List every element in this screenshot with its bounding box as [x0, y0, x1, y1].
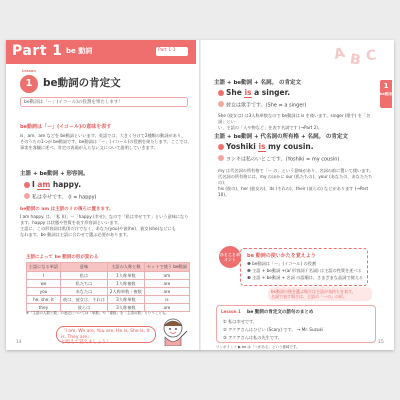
body-line: 主語に、この形容詞は私(I)だけでなく、あなた(you)や彼(he)、彼女(she)などにも: [20, 226, 176, 231]
point-list: [247, 260, 365, 281]
answer-marker-icon: [218, 155, 224, 161]
table-row: he, she, it 彼は、彼女は、それは 3人称単数 is: [27, 296, 190, 304]
question-marker-icon: [24, 182, 30, 188]
note-line: his (彼の)、her (彼女の)、its (それの)、their (彼らの) などがあります (→Part 10)。: [218, 186, 369, 197]
example1-japanese: 私は幸せです。 (I = happy): [24, 193, 96, 201]
lesson-goal-box: [20, 97, 188, 107]
lesson-goal-text: be動詞は「ー」(イコール)の役割を果たします！: [24, 100, 123, 105]
table-row: I 私は 1人称単数 am: [27, 272, 190, 280]
hint-bubble: [268, 287, 372, 301]
intro-paragraph: [20, 133, 192, 151]
body-line: ます。happy は状態や性質を表す形容詞といいます。: [20, 220, 122, 225]
point-item: ❶ be動詞は「ー」(イコール) の役割: [247, 261, 317, 266]
highlighted-verb: is: [244, 88, 252, 97]
table-header-row: [27, 263, 190, 272]
example1-english: I am happy.: [24, 180, 81, 189]
table-header: 主語になる単語: [27, 263, 61, 272]
example2-japanese: 彼女は歌手です。(She = a singer): [218, 101, 306, 109]
intro-line: 事実を客観に述べ、肯定の表現が入らない文について説明していきます。: [20, 145, 158, 150]
mascot-illustration: [156, 316, 190, 346]
exercise-item: ② アクアさんはひどい (Scary) です。 → Mr. Suzuki: [223, 327, 324, 332]
table-note: ※「主語の人数と数」の表記については「単数」や「複数」を「主語の数」ということも。: [26, 311, 169, 315]
exercise-item: ① 私は幸せです。: [223, 319, 258, 324]
bubble-line: 「I am, We are, You are, He is, She is, It is, They are」: [61, 329, 150, 340]
lesson-number-badge: [20, 69, 38, 93]
point-box: [240, 248, 368, 286]
lesson-title: be動詞の肯定文: [43, 77, 121, 89]
sub-red-heading: be動詞の am は主語の I の後ろに置きます。: [20, 207, 114, 212]
note-line: my は代名詞の所有格で「ー の」という意味があり、名詞の前に置いて使います。: [218, 168, 374, 173]
body-paragraph: [20, 214, 192, 238]
note-line: い、主語の「人や物など」を表す名詞です (→Part 2)。: [218, 125, 323, 130]
table-row: they 彼らは 3人称複数 are: [27, 304, 190, 312]
be-verb-table: [26, 262, 190, 312]
table-header: セットで使う be動詞: [144, 263, 189, 272]
question-marker-icon: [218, 144, 224, 150]
exercise-item: ③ アクアさんは私の先生です。: [223, 335, 283, 340]
intro-line: そのうちの1つが be動詞です。be動詞は「ー」(イコール)の役割を果たします。ここでは、: [20, 139, 192, 144]
lesson-exercise-box: [216, 305, 376, 343]
example2-notes: [218, 113, 376, 131]
table-header: 意味: [60, 263, 107, 272]
page-gutter: [199, 40, 201, 350]
table-row: you あなたは 2人称単数・複数 are: [27, 288, 190, 296]
section2-heading: 主語 + be動詞 + 名詞。 の肯定文: [214, 80, 301, 86]
part-tag: Part 1-1: [156, 47, 188, 56]
point-title: be 動詞の使いかたを覚えよう: [247, 253, 316, 259]
highlighted-verb: am: [37, 180, 51, 189]
note-line: 代名詞の所有格には、my のほかに our (私たちの)、your (あなたの、あなたたちの)、: [218, 174, 373, 185]
question-marker-icon: [218, 90, 224, 96]
section3-heading: 主語 + be動詞 + 代名詞の所有格 + 名詞。 の肯定文: [214, 134, 348, 140]
abc-letter: B: [348, 51, 362, 69]
exercise-title: be 動詞の肯定文の語句のまとめ: [247, 310, 314, 315]
exercise-list: [223, 318, 373, 342]
bubble-line: と唱えて覚えましょう！: [61, 340, 111, 346]
part-title: be 動詞: [66, 47, 93, 55]
side-tab-number: 1: [383, 82, 389, 90]
table-header: 主語の人称と数: [108, 263, 145, 272]
lesson-number-label: Lesson: [22, 69, 36, 73]
body-line: I am happy. は、「私 (I)」ー「happy (幸せ)」なので「私は幸せです」という意味になり: [20, 214, 189, 219]
example3-japanese: ヨシキは私のいとこです。(Yoshiki = my cousin): [218, 155, 339, 163]
section1-heading: 主語 + be動詞 + 形容詞。: [20, 171, 89, 177]
book-spread: [6, 40, 394, 350]
table-row: we 私たちは 1人称複数 are: [27, 280, 190, 288]
footer-onepoint: ワンポイント ▶ be は「～がある」という意味です。: [216, 345, 300, 349]
side-tab-label: be動詞: [380, 92, 392, 96]
part-label: Part 1: [12, 43, 63, 59]
table-caption: 主語によって be 動詞の形が変わる: [26, 255, 99, 260]
abc-letter: A: [332, 45, 347, 63]
point-badge: ひとことポイント: [219, 246, 241, 268]
part-header-band: [6, 40, 196, 64]
answer-marker-icon: [24, 193, 30, 199]
note-line: She (彼女は) は3人称単数なので be動詞は is を使います。singer (歌手) を「名詞」とい: [218, 113, 371, 124]
highlighted-verb: is: [258, 142, 266, 151]
speech-bubble: [56, 326, 156, 346]
abc-letter: C: [365, 47, 378, 65]
section-red-heading: be動詞は「ー」(イコール)の意味を表す: [20, 124, 112, 130]
point-item: ❸ 主語 + be動詞 + 名詞 の語順は、さまざまな品詞で使える: [247, 275, 364, 280]
body-line: なれます。be 動詞は主語に合わせて選ぶ必要があります。: [20, 232, 131, 237]
hint-line: 名詞で表す場合は、主語の「ーの」の形。: [271, 294, 347, 299]
exercise-label: Lesson 1: [221, 309, 241, 314]
lesson-number: 1: [25, 78, 33, 89]
page-number-right: 15: [378, 340, 384, 345]
page-number-left: 14: [16, 340, 22, 345]
point-item: ❷ 主語 + be動詞 +(a/ 形容詞 / 名詞) は主語の性質を述べる: [247, 268, 362, 273]
answer-marker-icon: [218, 101, 224, 107]
example2-english: She is a singer.: [218, 88, 290, 97]
example3-notes: [218, 168, 376, 198]
example3-english: Yoshiki is my cousin.: [218, 142, 314, 151]
hint-line: be動詞の後を選ぶ場合は主語が気持ちを表す。: [271, 289, 356, 294]
intro-line: is、am、are などを be動詞といいます。英語では、大きく分けて2種類の動詞があり、: [20, 133, 186, 138]
side-chapter-tab[interactable]: [380, 80, 392, 108]
